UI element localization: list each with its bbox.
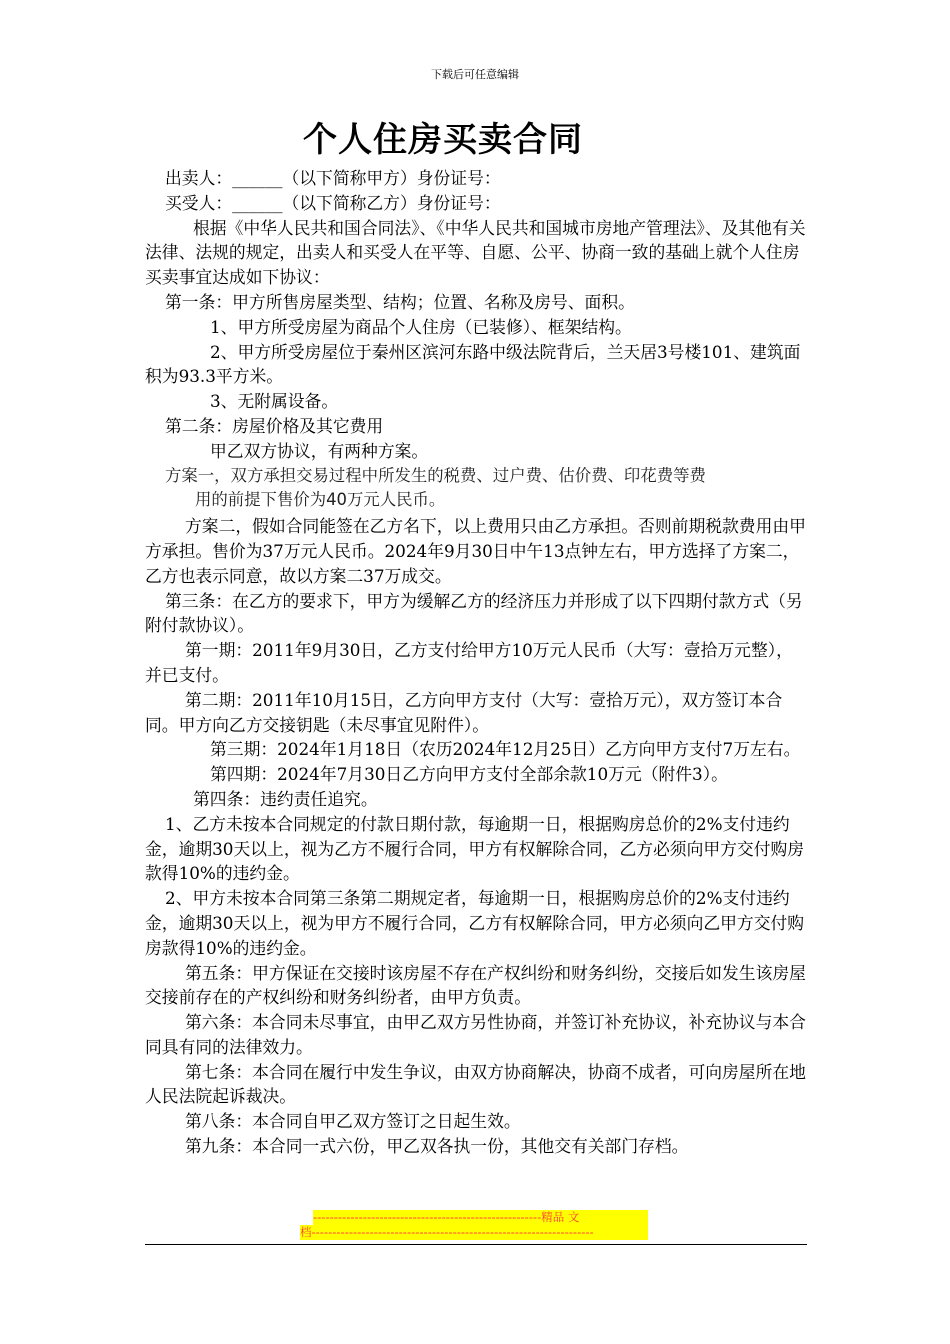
option-one-line-1: 方案一，双方承担交易过程中所发生的税费、过户费、估价费、印花费等费 — [165, 465, 706, 485]
article-4-heading: 第四条：违约责任追究。 — [193, 788, 378, 809]
seller-line: 出卖人：______（以下简称甲方）身份证号： — [165, 168, 501, 188]
article-7: 第七条：本合同在履行中发生争议，由双方协商解决，协商不成者，可向房屋所在地人民法院起诉裁决。 — [145, 1061, 806, 1107]
article-4-item-2: 2、甲方未按本合同第三条第二期规定者，每逾期一日，根据购房总价的2%支付违约金，逾期30天以上，视为甲方不履行合同，乙方有权解除合同，甲方必须向乙甲方交付购房款得10%的违约金。 — [145, 888, 805, 958]
article-3-heading: 第三条：在乙方的要求下，甲方为缓解乙方的经济压力并形成了以下四期付款方式（另附付款协议）。 — [145, 590, 803, 636]
contract-body — [145, 166, 809, 1159]
footer-watermark — [300, 1210, 650, 1240]
footer-line-2: 档-------------------------------------------------------------------- — [300, 1225, 648, 1240]
article-1-item-3: 3、无附属设备。 — [210, 391, 339, 412]
preamble-paragraph: 根据《中华人民共和国合同法》、《中华人民共和国城市房地产管理法》、及其他有关法律、法规的规定，出卖人和买受人在平等、自愿、公平、协商一致的基础上就个人住房买卖事宜达成如下协议： — [145, 217, 806, 288]
article-4-item-1: 1、乙方未按本合同规定的付款日期付款，每逾期一日，根据购房总价的2%支付违约金，逾期30天以上，视为乙方不履行合同，甲方有权解除合同，乙方必须向甲方交付购房款得10%的违约金。 — [145, 813, 805, 884]
header-note: 下载后可任意编辑 — [431, 68, 519, 81]
document-title: 个人住房买卖合同 — [303, 120, 583, 160]
article-2-intro: 甲乙双方协议，有两种方案。 — [210, 440, 429, 461]
option-one-paragraph — [145, 464, 809, 514]
footer-line-1: -------------------------------------------------------精品 文 — [313, 1210, 648, 1225]
option-one-line-2: 用的前提下售价为40万元人民币。 — [195, 490, 446, 510]
article-1-item-2: 2、甲方所受房屋位于秦州区滨河东路中级法院背后，兰天居3号楼101、建筑面积为93.3平方米。 — [145, 341, 801, 387]
article-6: 第六条：本合同未尽事宜，由甲乙双方另性协商，并签订补充协议，补充协议与本合同具有同的法律效力。 — [145, 1012, 806, 1057]
article-5: 第五条：甲方保证在交接时该房屋不存在产权纠纷和财务纠纷，交接后如发生该房屋交接前存在的产权纠纷和财务纠纷者，由甲方负责。 — [145, 962, 806, 1008]
article-8: 第八条：本合同自甲乙双方签订之日起生效。 — [185, 1111, 521, 1132]
option-two-paragraph: 方案二，假如合同能签在乙方名下，以上费用只由乙方承担。否则前期税款费用由甲方承担。售价为37万元人民币。2024年9月30日中午13点钟左右，甲方选择了方案二，乙方也表示同意，故以方案二37万成交。 — [145, 516, 806, 586]
article-9: 第九条：本合同一式六份，甲乙双各执一份，其他交有关部门存档。 — [185, 1136, 689, 1157]
article-1-heading: 第一条：甲方所售房屋类型、结构；位置、名称及房号、面积。 — [165, 291, 635, 312]
payment-phase-1: 第一期：2011年9月30日，乙方支付给甲方10万元人民币（大写：壹拾万元整），并已支付。 — [145, 640, 793, 685]
payment-phase-2: 第二期：2011年10月15日，乙方向甲方支付（大写：壹拾万元），双方签订本合同。甲方向乙方交接钥匙（未尽事宜见附件）。 — [145, 689, 783, 735]
buyer-line: 买受人：______（以下简称乙方）身份证号： — [165, 192, 501, 213]
article-1-item-1: 1、甲方所受房屋为商品个人住房（已装修）、框架结构。 — [210, 316, 632, 337]
article-2-heading: 第二条：房屋价格及其它费用 — [165, 415, 384, 436]
payment-phase-3: 第三期：2024年1月18日（农历2024年12月25日）乙方向甲方支付7万左右。 — [210, 739, 801, 760]
footer-divider — [145, 1244, 807, 1245]
payment-phase-4: 第四期：2024年7月30日乙方向甲方支付全部余款10万元（附件3）。 — [210, 764, 728, 785]
